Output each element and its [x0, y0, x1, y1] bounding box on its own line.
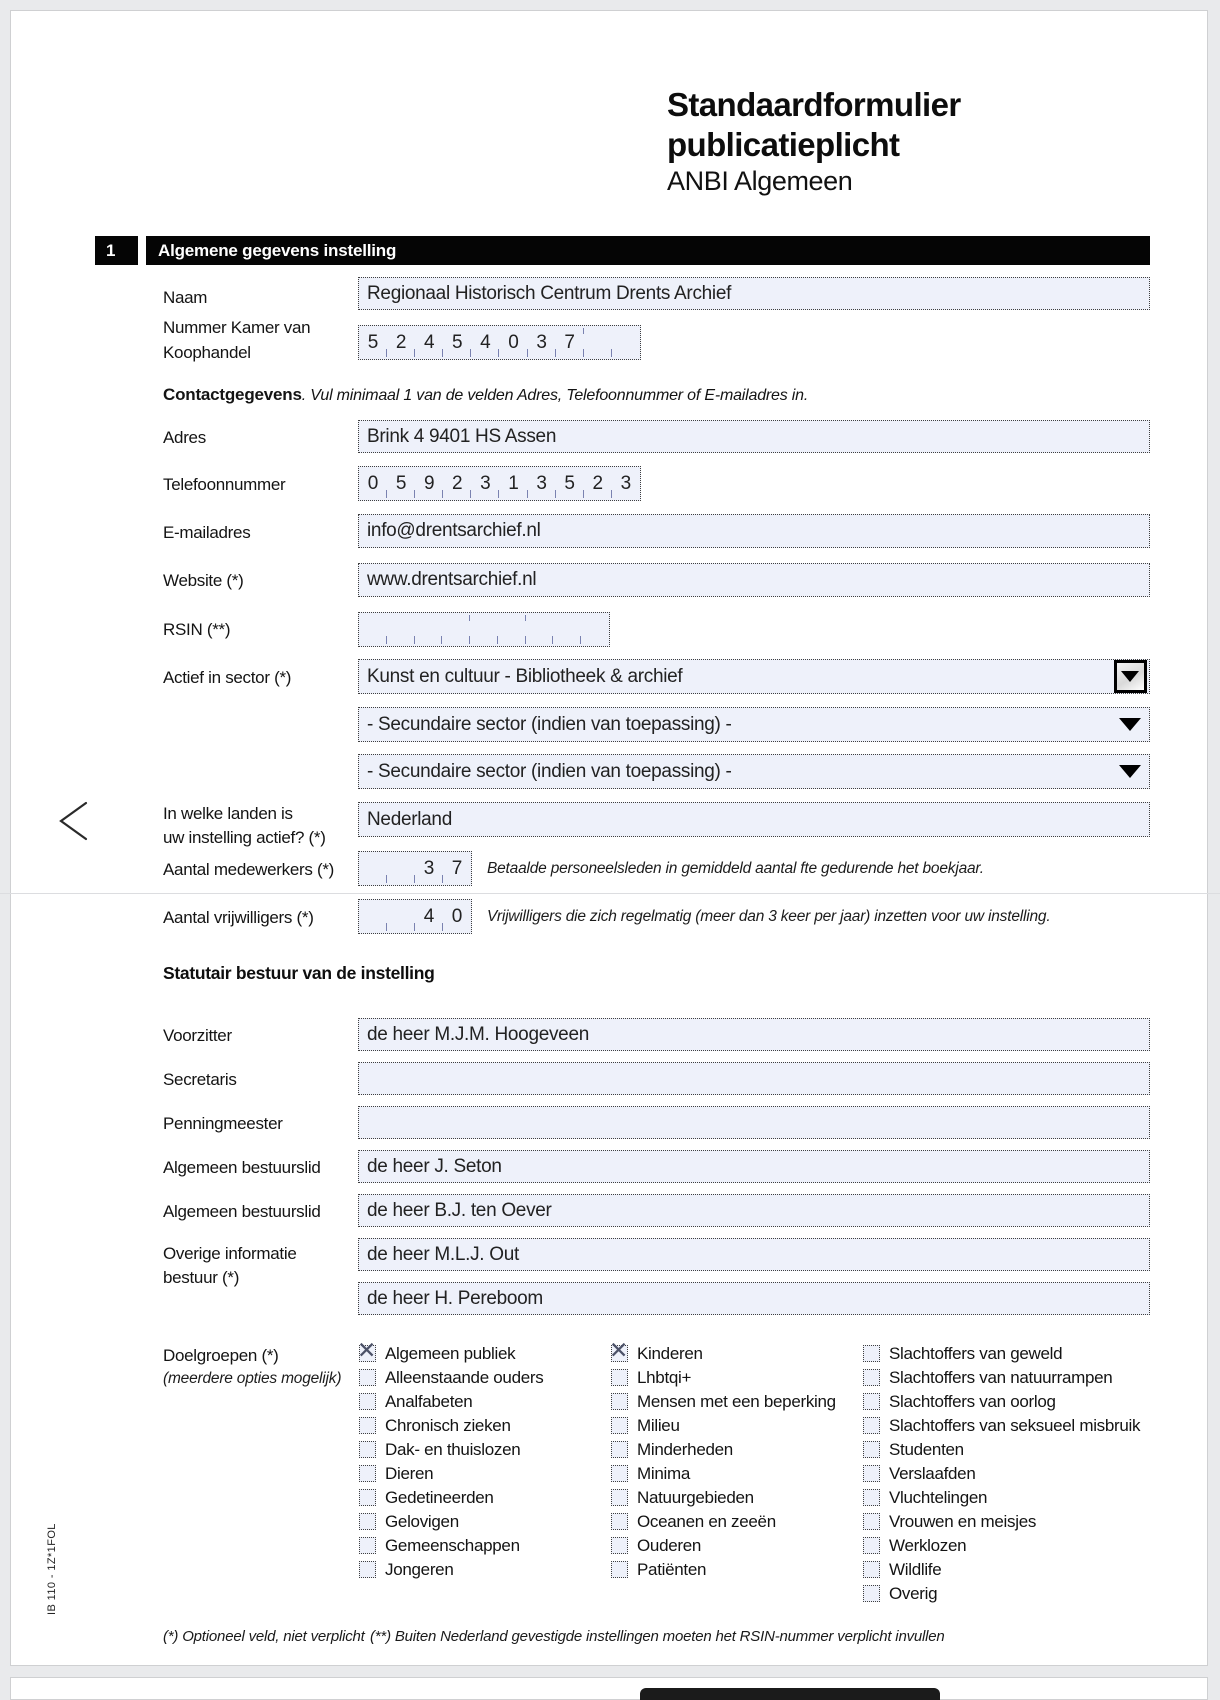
voorzitter-field[interactable] [358, 1018, 1150, 1051]
medewerkers-label: Aantal medewerkers (*) [163, 860, 335, 879]
comb-cell: 3 [528, 326, 556, 359]
sector-select[interactable] [358, 659, 1150, 694]
penningmeester-field[interactable] [358, 1106, 1150, 1139]
contact-note [163, 385, 808, 405]
doelgroepen-column-3 [863, 1345, 1163, 1609]
checkbox-label: Milieu [637, 1416, 680, 1435]
checkbox-label: Vrouwen en meisjes [889, 1512, 1037, 1531]
checkbox-studenten[interactable] [863, 1441, 880, 1458]
target-group-row [863, 1441, 1163, 1465]
email-field[interactable] [358, 514, 1150, 548]
contact-note-italic: . Vul minimaal 1 van de velden Adres, Telefoonnummer of E-mailadres in. [301, 387, 809, 404]
checkbox-oceanen-en-zee-n[interactable] [611, 1513, 628, 1530]
checkbox-werklozen[interactable] [863, 1537, 880, 1554]
comb-cell [470, 613, 498, 646]
checkbox-ouderen[interactable] [611, 1537, 628, 1554]
overig-bestuur-1-value: de heer M.L.J. Out [367, 1243, 519, 1265]
checkbox-slachtoffers-van-geweld[interactable] [863, 1345, 880, 1362]
checkbox-label: Gelovigen [385, 1512, 459, 1531]
comb-cell [415, 613, 443, 646]
comb-cell [526, 613, 554, 646]
checkbox-analfabeten[interactable] [359, 1393, 376, 1410]
checkbox-label: Dak- en thuislozen [385, 1440, 521, 1459]
target-group-row [863, 1537, 1163, 1561]
comb-cell [612, 326, 640, 359]
target-group-row [863, 1489, 1163, 1513]
checkbox-label: Vluchtelingen [889, 1488, 988, 1507]
landen-field[interactable] [358, 802, 1150, 837]
overig-bestuur-label-line2: bestuur (*) [163, 1268, 240, 1287]
checkbox-wildlife[interactable] [863, 1561, 880, 1578]
bestuurslid-1-label: Algemeen bestuurslid [163, 1158, 321, 1177]
checkbox-overig[interactable] [863, 1585, 880, 1602]
checkbox-alleenstaande-ouders[interactable] [359, 1369, 376, 1386]
dropdown-arrow-icon [1121, 671, 1139, 682]
checkbox-slachtoffers-van-oorlog[interactable] [863, 1393, 880, 1410]
checkbox-jongeren[interactable] [359, 1561, 376, 1578]
checkbox-label: Chronisch zieken [385, 1416, 511, 1435]
website-value: www.drentsarchief.nl [367, 569, 537, 590]
doelgroepen-sublabel: (meerdere opties mogelijk) [163, 1370, 342, 1387]
voorzitter-value: de heer M.J.M. Hoogeveen [367, 1023, 589, 1045]
secondary-sector-select-2[interactable] [358, 754, 1150, 789]
overig-bestuur-2-value: de heer H. Pereboom [367, 1287, 543, 1309]
comb-cell: 5 [556, 467, 584, 500]
secretaris-field[interactable] [358, 1062, 1150, 1095]
form-code: IB 110 - 1Z*1FOL [46, 1523, 58, 1615]
checkbox-label: Overig [889, 1584, 938, 1603]
checkbox-gedetineerden[interactable] [359, 1489, 376, 1506]
form-page-2 [10, 1677, 1208, 1700]
target-group-row [863, 1513, 1163, 1537]
comb-cell [553, 613, 581, 646]
naam-field[interactable] [358, 277, 1150, 310]
checkbox-dieren[interactable] [359, 1465, 376, 1482]
rsin-comb-field[interactable] [358, 612, 610, 647]
comb-cell: 0 [443, 900, 471, 933]
checkbox-algemeen-publiek[interactable] [357, 1337, 377, 1363]
target-group-row [863, 1345, 1163, 1369]
comb-cell [359, 613, 387, 646]
secondary-sector-2-value: - Secundaire sector (indien van toepassing) - [367, 760, 732, 782]
checkbox-lhbtqi+[interactable] [611, 1369, 628, 1386]
bestuurslid-2-field[interactable] [358, 1194, 1150, 1227]
checkbox-kinderen[interactable] [609, 1337, 629, 1363]
comb-cell: 7 [443, 852, 471, 885]
vrijwilligers-note: Vrijwilligers die zich regelmatig (meer dan 3 keer per jaar) inzetten voor uw instelling. [487, 908, 1051, 925]
target-group-row [863, 1369, 1163, 1393]
adres-value: Brink 4 9401 HS Assen [367, 425, 557, 447]
checkbox-label: Algemeen publiek [385, 1344, 516, 1363]
checkbox-label: Mensen met een beperking [637, 1392, 836, 1411]
doelgroepen-label: Doelgroepen (*) [163, 1346, 279, 1365]
sector-dropdown-button[interactable] [1114, 660, 1147, 693]
sector-label: Actief in sector (*) [163, 668, 292, 687]
checkbox-label: Studenten [889, 1440, 964, 1459]
bestuurslid-2-label: Algemeen bestuurslid [163, 1202, 321, 1221]
checkbox-label: Gemeenschappen [385, 1536, 520, 1555]
secondary-sector-select-1[interactable] [358, 707, 1150, 742]
checkbox-slachtoffers-van-natuurrampen[interactable] [863, 1369, 880, 1386]
page-indicator-pill[interactable] [640, 1688, 940, 1700]
checkbox-gelovigen[interactable] [359, 1513, 376, 1530]
target-group-row [863, 1465, 1163, 1489]
checkbox-verslaafden[interactable] [863, 1465, 880, 1482]
adres-field[interactable] [358, 420, 1150, 453]
secretaris-label: Secretaris [163, 1070, 237, 1089]
check-x-icon: ✕ [357, 1337, 377, 1363]
render-seam-line [0, 893, 1220, 894]
bestuurslid-2-value: de heer B.J. ten Oever [367, 1199, 552, 1221]
comb-cell: 3 [471, 467, 499, 500]
checkbox-slachtoffers-van-seksueel-misbruik[interactable] [863, 1417, 880, 1434]
sector-value: Kunst en cultuur - Bibliotheek & archief [367, 665, 683, 687]
website-field[interactable] [358, 563, 1150, 597]
comb-cell: 5 [387, 467, 415, 500]
vrijwilligers-comb-field[interactable] [358, 899, 472, 934]
kvk-comb-field[interactable] [358, 325, 641, 360]
bestuurslid-1-value: de heer J. Seton [367, 1155, 502, 1177]
target-group-row [863, 1585, 1163, 1609]
checkbox-label: Slachtoffers van geweld [889, 1344, 1063, 1363]
footnote-optional: (*) Optioneel veld, niet verplicht [163, 1628, 365, 1645]
landen-label-line1: In welke landen is [163, 804, 293, 823]
overig-bestuur-1-field[interactable] [358, 1238, 1150, 1271]
comb-cell: 0 [367, 472, 379, 494]
section-title: Algemene gegevens instelling [146, 236, 1150, 265]
footnote-rsin: (**) Buiten Nederland gevestigde instellingen moeten het RSIN-nummer verplicht invullen [370, 1628, 945, 1645]
target-group-row [863, 1561, 1163, 1585]
previous-page-chevron-icon[interactable] [56, 800, 92, 847]
comb-cell: 4 [415, 326, 443, 359]
overig-bestuur-label-line1: Overige informatie [163, 1244, 297, 1263]
comb-cell: 1 [499, 467, 527, 500]
board-heading: Statutair bestuur van de instelling [163, 963, 435, 983]
email-value: info@drentsarchief.nl [367, 520, 541, 541]
section-number: 1 [95, 236, 138, 265]
kvk-label-line1: Nummer Kamer van [163, 318, 311, 337]
secondary-sector-1-value: - Secundaire sector (indien van toepassing) - [367, 713, 732, 735]
checkbox-label: Jongeren [385, 1560, 454, 1579]
comb-cell [387, 900, 415, 933]
naam-label: Naam [163, 288, 208, 307]
checkbox-label: Patiënten [637, 1560, 707, 1579]
dropdown-arrow-icon[interactable] [1119, 718, 1141, 731]
comb-cell [584, 326, 612, 359]
comb-cell: 3 [612, 467, 640, 500]
checkbox-label: Alleenstaande ouders [385, 1368, 544, 1387]
comb-cell [359, 900, 387, 933]
checkbox-label: Analfabeten [385, 1392, 473, 1411]
form-subtitle: ANBI Algemeen [667, 166, 853, 196]
checkbox-milieu[interactable] [611, 1417, 628, 1434]
checkbox-vrouwen-en-meisjes[interactable] [863, 1513, 880, 1530]
comb-cell: 2 [584, 467, 612, 500]
rsin-label: RSIN (**) [163, 620, 231, 639]
checkbox-chronisch-zieken[interactable] [359, 1417, 376, 1434]
comb-cell: 5 [443, 326, 471, 359]
checkbox-label: Natuurgebieden [637, 1488, 754, 1507]
comb-cell [442, 613, 470, 646]
comb-cell: 0 [499, 326, 527, 359]
checkbox-label: Slachtoffers van natuurrampen [889, 1368, 1113, 1387]
penningmeester-label: Penningmeester [163, 1114, 283, 1133]
naam-value: Regionaal Historisch Centrum Drents Archief [367, 282, 732, 304]
voorzitter-label: Voorzitter [163, 1026, 232, 1045]
comb-cell: 4 [415, 900, 443, 933]
landen-label-line2: uw instelling actief? (*) [163, 828, 326, 847]
checkbox-mensen-met-een-beperking[interactable] [611, 1393, 628, 1410]
target-group-row [863, 1417, 1163, 1441]
comb-cell [498, 613, 526, 646]
website-label: Website (*) [163, 571, 244, 590]
comb-cell: 5 [367, 331, 379, 353]
checkbox-minderheden[interactable] [611, 1441, 628, 1458]
comb-cell: 4 [471, 326, 499, 359]
checkbox-label: Slachtoffers van seksueel misbruik [889, 1416, 1141, 1435]
vrijwilligers-label: Aantal vrijwilligers (*) [163, 908, 314, 927]
target-group-row [863, 1393, 1163, 1417]
landen-value: Nederland [367, 808, 452, 830]
comb-cell: 3 [415, 852, 443, 885]
adres-label: Adres [163, 428, 206, 447]
bestuurslid-1-field[interactable] [358, 1150, 1150, 1183]
comb-cell: 9 [415, 467, 443, 500]
checkbox-label: Verslaafden [889, 1464, 976, 1483]
checkbox-minima[interactable] [611, 1465, 628, 1482]
form-title-line1: Standaardformulier [667, 86, 961, 123]
checkbox-natuurgebieden[interactable] [611, 1489, 628, 1506]
checkbox-label: Oceanen en zeeën [637, 1512, 776, 1531]
checkbox-label: Ouderen [637, 1536, 702, 1555]
overig-bestuur-2-field[interactable] [358, 1282, 1150, 1315]
dropdown-arrow-icon[interactable] [1119, 765, 1141, 778]
checkbox-label: Minima [637, 1464, 690, 1483]
contact-note-bold: Contactgegevens [163, 385, 302, 404]
medewerkers-note: Betaalde personeelsleden in gemiddeld aantal fte gedurende het boekjaar. [487, 860, 984, 877]
form-title-line2: publicatieplicht [667, 126, 900, 163]
comb-cell: 3 [528, 467, 556, 500]
email-label: E-mailadres [163, 523, 251, 542]
checkbox-label: Slachtoffers van oorlog [889, 1392, 1056, 1411]
comb-cell [581, 613, 609, 646]
checkbox-gemeenschappen[interactable] [359, 1537, 376, 1554]
medewerkers-comb-field[interactable] [358, 851, 472, 886]
comb-cell: 2 [387, 326, 415, 359]
kvk-label-line2: Koophandel [163, 343, 251, 362]
checkbox-pati-nten[interactable] [611, 1561, 628, 1578]
checkbox-label: Lhbtqi+ [637, 1368, 692, 1387]
comb-cell: 7 [556, 326, 584, 359]
comb-cell [387, 613, 415, 646]
checkbox-label: Gedetineerden [385, 1488, 494, 1507]
checkbox-label: Dieren [385, 1464, 434, 1483]
checkbox-label: Kinderen [637, 1344, 703, 1363]
comb-cell [359, 852, 387, 885]
checkbox-vluchtelingen[interactable] [863, 1489, 880, 1506]
comb-cell: 2 [443, 467, 471, 500]
telefoon-comb-field[interactable] [358, 466, 641, 501]
telefoon-label: Telefoonnummer [163, 475, 286, 494]
check-x-icon: ✕ [609, 1337, 629, 1363]
checkbox-dak-en-thuislozen[interactable] [359, 1441, 376, 1458]
comb-cell [387, 852, 415, 885]
checkbox-label: Werklozen [889, 1536, 967, 1555]
checkbox-label: Minderheden [637, 1440, 733, 1459]
checkbox-label: Wildlife [889, 1560, 942, 1579]
